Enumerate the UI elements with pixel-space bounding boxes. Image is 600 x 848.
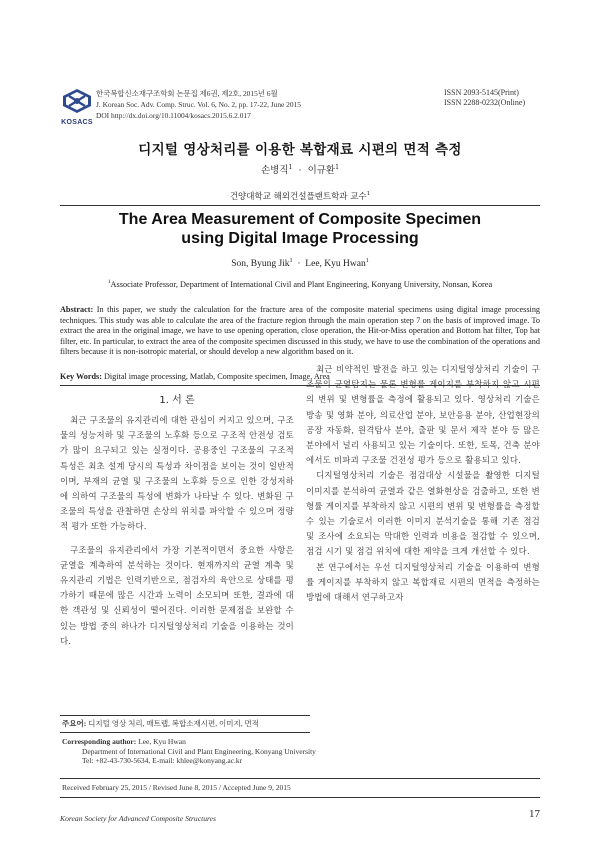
footer-journal: Korean Society for Advanced Composite Structures <box>60 814 216 823</box>
kosacs-logo <box>60 88 94 124</box>
author-ko-1: 손병직 <box>260 165 289 176</box>
paragraph: 구조물의 유지관리에서 가장 기본적이면서 중요한 사항은 균열을 계측하여 분석하는 것이다. 현재까지의 균열 계측 및 유지관리 기법은 인력기반으로, 점검자의 육안으로 상태를 평가하기 때문에 많은 시간과 노력이 소모되며 또한, 결과에 대한 객관성 및 신뢰성이 떨어진다. 이러한 문제점을 보완할 수 있는 방법 중의 하나가 디지털영상처리 기술을 이용하는 것이다. <box>60 544 294 646</box>
left-column <box>60 413 294 649</box>
issn-print: ISSN 2093-5145(Print) <box>444 88 519 97</box>
title-ko: 디지털 영상처리를 이용한 복합재료 시편의 면적 측정 <box>138 142 462 158</box>
doi-link[interactable]: DOI http://dx.doi.org/10.11004/kosacs.2015.6.2.017 <box>96 111 251 120</box>
abstract <box>60 305 540 358</box>
affiliation-en: $^1$Associate Professor, Department of International Civil and Plant Engineering, Konyang University, Nonsan, Korea <box>107 279 493 289</box>
keywords-text: Digital image processing, Matlab, Composite specimen, Image, Area <box>103 372 330 381</box>
journal-ko: 한국복합신소재구조학회 논문집 제6권, 제2호, 2015년 6월 <box>96 89 278 98</box>
contact-info[interactable]: Tel: +82-43-730-5634, E-mail: khlee@konyang.ac.kr <box>82 756 243 765</box>
paragraph: 본 연구에서는 우선 디지털영상처리 기술을 이용하여 변형률 게이지를 부착하지 않고 복합재료 시편의 면적을 측정하는 방법에 대해서 연구하고자 <box>306 561 540 603</box>
title-en: The Area Measurement of Composite Specimen using Digital Image Processing <box>118 211 482 247</box>
abstract-label: Abstract: <box>60 305 94 314</box>
footnote-divider <box>60 797 540 798</box>
authors-ko: 손병직$^1$ · 이규환$^1$ <box>260 163 340 176</box>
logo-emblem-icon <box>60 88 94 114</box>
logo-text: KOSACS <box>61 119 93 126</box>
paragraph: 최근 비약적인 발전을 하고 있는 디지털영상처리 기술이 구조물의 균열탐지는 물론 변형률 게이지를 부착하지 않고 시편의 변위 및 변형률을 측정에 활용되고 있다. 영상처리 기술은 방송 및 영화 분야, 의료산업 분야, 보안응용 분야, 산업현장의 공장 자동화, 원격탐사 분야, 출판 및 문서 제작 분야 등 많은 분야에서 널리 사용되고 있는 기술이다. 또한, 토목, 건축 분야에서도 비파괴 구조물 건전성 평가 등으로 활용되고 있다. <box>306 364 540 466</box>
right-column <box>306 362 540 605</box>
keywords-ko: 주요어: 디지털 영상 처리, 매트랩, 복합소재시편, 이미지, 면적 <box>62 719 260 728</box>
keywords-label: Key Words: <box>60 372 102 381</box>
footnote-divider <box>60 715 310 716</box>
page-number: 17 <box>529 808 540 820</box>
authors-en: Son, Byung Jik$^1$ · Lee, Kyu Hwan$^1$ <box>231 258 369 270</box>
author-en-2: Lee, Kyu Hwan <box>305 259 366 270</box>
received-dates: Received February 25, 2015 / Revised June 8, 2015 / Accepted June 9, 2015 <box>62 783 291 792</box>
paragraph: 최근 구조물의 유지관리에 대한 관심이 커지고 있으며, 구조물의 성능저하 및 구조물의 노후화 등으로 구조적 안전성 검토가 많이 요구되고 있는 실정이다. 공용중인 구조물의 구조적 특성은 최초 설계 당시의 특성과 차이점을 보이는 것이 일반적이며, 부재의 균열 및 구조물의 노후화 등으로 인한 강성저하에 의하여 구조물의 특성에 변화가 나타날 수 있다. 변화된 구조물의 특성을 관찰하면 손상의 위치를 파악할 수 있으며 정량적 평가 또한 가능하다. <box>60 415 294 532</box>
author-ko-2: 이규환 <box>307 165 336 176</box>
abstract-text: In this paper, we study the calculation for the fracture area of the composite material specimens using digital image processing techniques. This study was able to calculate the area of the fracture region through the main operation step 7 on the basis of improved image. To extract the area in the original image, we have to use opening operation, close operation, the Hit-or-Miss operation and Bottom hat filter, Top hat filter, etc. In particular, to extract the area of the composite specimen discussed in this study, we have to use the combination of the operations and filters because it is non-isotropic material, or should develop a new algorithm based on it. <box>60 305 541 356</box>
title-divider <box>60 205 540 206</box>
corresponding-author: Corresponding author: Lee, Kyu Hwan Department of International Civil and Plant Engineering, Konyang University Tel: +82-43-730-5634, E-mail: khlee@konyang.ac.kr <box>62 737 532 766</box>
journal-en: J. Korean Soc. Adv. Comp. Struc. Vol. 6, No. 2, pp. 17-22, June 2015 <box>96 100 301 109</box>
issn-online: ISSN 2288-0232(Online) <box>444 98 526 107</box>
paragraph: 디지털영상처리 기술은 점검대상 시설물을 촬영한 디지털 이미지를 분석하여 균열과 같은 열화현상을 검출하고, 또한 변형률 게이지를 부착하지 않고 시편의 변위 및 변형률을 측정할 수 있는 기술로서 이러한 이미지 분석기술을 통해 기존 점검 및 조사에 소요되는 막대한 인력과 비용을 절감할 수 있으며, 점검 시기 및 점검 위치에 대한 제약을 크게 개선할 수 있다. <box>306 470 540 557</box>
footnote-divider <box>60 732 310 733</box>
footnote-divider <box>60 778 540 779</box>
author-en-1: Son, Byung Jik <box>231 259 290 270</box>
section-heading-intro: 1. 서 론 <box>159 395 195 406</box>
affiliation-ko: 건양대학교 해외건설플랜트학과 교수$^1$ <box>229 191 371 202</box>
